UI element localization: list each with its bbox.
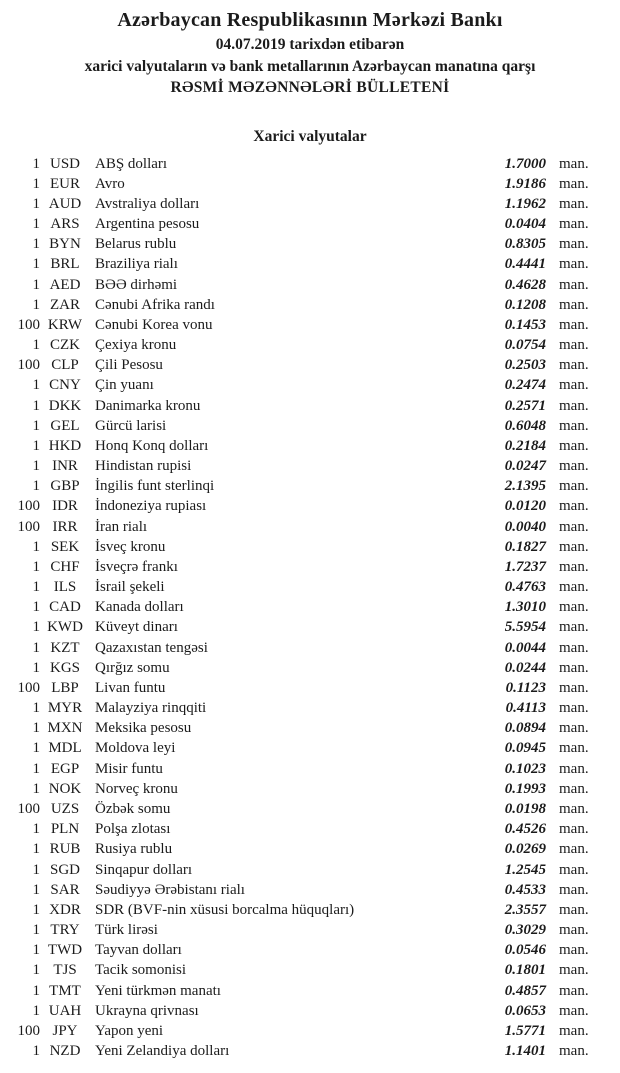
unit-label: man. [559, 720, 589, 737]
currency-row [0, 839, 620, 859]
currency-row [0, 759, 620, 779]
currency-code: SEK [50, 538, 80, 555]
currency-quantity: 1 [32, 942, 40, 959]
unit-label: man. [559, 881, 589, 898]
currency-quantity: 1 [32, 296, 40, 313]
currency-row [0, 335, 620, 355]
currency-name: Çin yuanı [95, 377, 154, 394]
currency-row [0, 214, 620, 234]
exchange-rate-value: 1.3010 [504, 599, 546, 616]
currency-name: Sinqapur dolları [95, 861, 193, 878]
currency-name: Qazaxıstan tengəsi [95, 639, 208, 656]
currency-code: ILS [53, 579, 77, 596]
currency-row [0, 416, 620, 436]
exchange-rate-value: 0.1801 [504, 962, 546, 979]
exchange-rate-value: 0.1123 [505, 679, 546, 696]
currency-name: Yeni türkmən manatı [95, 982, 221, 999]
currency-quantity: 1 [32, 1043, 40, 1060]
currency-row [0, 355, 620, 375]
exchange-rate-value: 2.1395 [504, 478, 546, 495]
exchange-rate-value: 1.2545 [504, 861, 546, 878]
currency-name: Argentina pesosu [95, 216, 200, 233]
unit-label: man. [559, 861, 589, 878]
exchange-rate-value: 0.1208 [504, 296, 546, 313]
currency-name: İndoneziya rupiası [95, 498, 207, 515]
currency-name: Danimarka kronu [95, 397, 201, 414]
currency-name: Çexiya kronu [95, 337, 177, 354]
exchange-rate-value: 0.2503 [504, 357, 546, 374]
unit-label: man. [559, 801, 589, 817]
document-header [0, 7, 620, 99]
currency-row [0, 577, 620, 597]
unit-label: man. [559, 216, 589, 233]
currency-name: İran rialı [95, 518, 148, 535]
effective-date-line: 04.07.2019 tarixdən etibarən [215, 36, 405, 53]
currency-name: Moldova leyi [95, 740, 176, 757]
currency-quantity: 1 [32, 962, 40, 979]
unit-label: man. [559, 316, 589, 333]
currency-quantity: 1 [32, 377, 40, 394]
currency-code: KRW [47, 316, 83, 333]
currency-name: Misir funtu [95, 760, 163, 777]
unit-label: man. [559, 337, 589, 354]
currency-name: Kanada dolları [95, 599, 184, 616]
currency-row [0, 295, 620, 315]
currency-name: Norveç kronu [95, 780, 178, 797]
exchange-rate-value: 0.4857 [504, 982, 546, 999]
currency-code: CLP [51, 357, 79, 374]
currency-quantity: 100 [17, 518, 40, 535]
currency-quantity: 1 [32, 458, 40, 475]
currency-name: Cənubi Korea vonu [95, 316, 213, 333]
currency-row [0, 678, 620, 698]
currency-code: SAR [50, 881, 80, 898]
unit-label: man. [559, 579, 589, 596]
currency-quantity: 1 [32, 579, 40, 596]
unit-label: man. [559, 397, 589, 414]
exchange-rate-value: 0.1827 [504, 538, 546, 555]
unit-label: man. [559, 538, 589, 555]
exchange-rate-value: 0.4526 [504, 821, 546, 838]
currency-code: MDL [48, 740, 82, 757]
exchange-rate-value: 0.0244 [504, 659, 546, 676]
unit-label: man. [559, 700, 589, 717]
exchange-rate-value: 0.4113 [505, 700, 546, 717]
currency-quantity: 1 [32, 619, 40, 636]
currency-quantity: 1 [32, 659, 40, 676]
currency-quantity: 100 [17, 498, 40, 515]
unit-label: man. [559, 276, 589, 293]
unit-label: man. [559, 256, 589, 273]
currency-quantity: 1 [32, 337, 40, 354]
currency-quantity: 1 [32, 780, 40, 797]
currency-code: RUB [49, 841, 81, 858]
unit-label: man. [559, 982, 589, 999]
currency-row [0, 981, 620, 1001]
exchange-rate-value: 0.0945 [504, 740, 546, 757]
currency-row [0, 436, 620, 456]
currency-row [0, 234, 620, 254]
currency-quantity: 1 [32, 478, 40, 495]
currency-name: Ukrayna qrivnası [95, 1002, 199, 1019]
exchange-rate-value: 2.3557 [504, 901, 546, 918]
currency-name: Yeni Zelandiya dolları [95, 1043, 230, 1060]
unit-label: man. [559, 417, 589, 434]
unit-label: man. [559, 478, 589, 495]
currency-code: EGP [50, 760, 80, 777]
currency-quantity: 1 [32, 538, 40, 555]
currency-code: TMT [49, 982, 81, 999]
exchange-rate-value: 0.0653 [504, 1002, 546, 1019]
currency-quantity: 1 [32, 982, 40, 999]
currency-quantity: 100 [17, 1022, 40, 1039]
currency-row [0, 315, 620, 335]
unit-label: man. [559, 922, 589, 939]
currency-quantity: 1 [32, 881, 40, 898]
currency-name: Meksika pesosu [95, 720, 192, 737]
exchange-rate-value: 1.5771 [504, 1022, 546, 1039]
currency-quantity: 1 [32, 922, 40, 939]
currency-code: IRR [52, 518, 78, 535]
currency-quantity: 1 [32, 437, 40, 454]
currency-name: Özbək somu [95, 801, 171, 817]
exchange-rate-value: 0.0404 [504, 216, 546, 233]
currency-quantity: 1 [32, 155, 40, 172]
exchange-rate-value: 0.1023 [504, 760, 546, 777]
currency-quantity: 1 [32, 821, 40, 838]
currency-code: BYN [49, 236, 81, 253]
currency-name: Tayvan dolları [95, 942, 182, 959]
currency-code: MYR [47, 700, 83, 717]
currency-code: NZD [49, 1043, 81, 1060]
currency-code: EUR [50, 175, 80, 192]
currency-name: Polşa zlotası [95, 821, 171, 838]
currency-row [0, 456, 620, 476]
currency-row [0, 194, 620, 214]
exchange-rate-value: 0.0040 [504, 518, 546, 535]
currency-row [0, 638, 620, 658]
currency-code: CHF [50, 558, 80, 575]
currency-quantity: 1 [32, 195, 40, 212]
subject-line: xarici valyutaların və bank metallarının Azərbaycan manatına qarşı [84, 57, 536, 75]
currency-code: SGD [49, 861, 80, 878]
currency-code: IDR [52, 498, 78, 515]
unit-label: man. [559, 942, 589, 959]
exchange-rate-value: 0.1453 [504, 316, 546, 333]
exchange-rate-value: 1.1962 [504, 195, 546, 212]
unit-label: man. [559, 296, 589, 313]
currency-code: ARS [50, 216, 80, 233]
currency-name: Avro [95, 175, 125, 192]
bulletin-title: RƏSMİ MƏZƏNNƏLƏRİ BÜLLETENİ [170, 79, 450, 96]
currency-quantity: 1 [32, 397, 40, 414]
currency-code: CZK [50, 337, 80, 354]
currency-row [0, 1021, 620, 1041]
currency-quantity: 100 [17, 316, 40, 333]
unit-label: man. [559, 1022, 589, 1039]
exchange-rate-value: 0.8305 [504, 236, 546, 253]
currency-code: XDR [49, 901, 81, 918]
currency-code: USD [49, 155, 80, 172]
currency-row [0, 1001, 620, 1021]
unit-label: man. [559, 195, 589, 212]
currency-name: Gürcü larisi [95, 417, 167, 434]
unit-label: man. [559, 760, 589, 777]
currency-code: GBP [50, 478, 80, 495]
currency-quantity: 1 [32, 841, 40, 858]
exchange-rate-value: 1.7000 [504, 155, 546, 172]
currency-row [0, 254, 620, 274]
exchange-rate-value: 0.6048 [504, 417, 546, 434]
exchange-rate-table [0, 154, 620, 1062]
exchange-rate-value: 0.0269 [504, 841, 546, 858]
currency-quantity: 1 [32, 861, 40, 878]
section-title-foreign-currencies: Xarici valyutalar [253, 127, 367, 145]
currency-row [0, 517, 620, 537]
currency-name: Avstraliya dolları [95, 195, 200, 212]
currency-code: KZT [50, 639, 80, 656]
currency-name: Çili Pesosu [95, 357, 163, 374]
currency-name: Tacik somonisi [95, 962, 187, 979]
currency-row [0, 275, 620, 295]
exchange-rate-value: 0.0754 [504, 337, 546, 354]
currency-name: ABŞ dolları [95, 155, 168, 172]
currency-quantity: 1 [32, 720, 40, 737]
currency-quantity: 1 [32, 417, 40, 434]
unit-label: man. [559, 236, 589, 253]
exchange-rate-value: 0.0120 [504, 498, 546, 515]
currency-row [0, 799, 620, 819]
currency-code: INR [52, 458, 78, 475]
unit-label: man. [559, 619, 589, 636]
currency-quantity: 1 [32, 639, 40, 656]
currency-code: UAH [48, 1002, 82, 1019]
exchange-rate-value: 0.3029 [504, 922, 546, 939]
unit-label: man. [559, 821, 589, 838]
currency-code: KWD [47, 619, 83, 636]
currency-row [0, 658, 620, 678]
currency-quantity: 1 [32, 558, 40, 575]
currency-quantity: 1 [32, 276, 40, 293]
currency-row [0, 375, 620, 395]
unit-label: man. [559, 740, 589, 757]
unit-label: man. [559, 780, 589, 797]
exchange-rate-value: 0.0198 [504, 801, 546, 817]
currency-name: Braziliya rialı [95, 256, 178, 273]
unit-label: man. [559, 175, 589, 192]
currency-quantity: 1 [32, 740, 40, 757]
currency-name: Honq Konq dolları [95, 437, 209, 454]
unit-label: man. [559, 1043, 589, 1060]
currency-code: MXN [47, 720, 83, 737]
currency-row [0, 960, 620, 980]
exchange-rate-value: 0.0894 [504, 720, 546, 737]
currency-row [0, 154, 620, 174]
currency-row [0, 819, 620, 839]
currency-quantity: 1 [32, 760, 40, 777]
unit-label: man. [559, 437, 589, 454]
currency-row [0, 920, 620, 940]
unit-label: man. [559, 357, 589, 374]
currency-name: SDR (BVF-nin xüsusi borcalma hüquqları) [95, 901, 355, 918]
exchange-rate-value: 0.4628 [504, 276, 546, 293]
unit-label: man. [559, 659, 589, 676]
unit-label: man. [559, 599, 589, 616]
currency-name: Küveyt dinarı [95, 619, 178, 636]
currency-row [0, 396, 620, 416]
currency-name: İsrail şekeli [95, 579, 165, 596]
currency-code: PLN [50, 821, 80, 838]
unit-label: man. [559, 841, 589, 858]
currency-code: TRY [50, 922, 80, 939]
exchange-rate-value: 0.4441 [504, 256, 546, 273]
currency-row [0, 860, 620, 880]
currency-row [0, 880, 620, 900]
currency-quantity: 1 [32, 700, 40, 717]
unit-label: man. [559, 558, 589, 575]
exchange-rate-value: 1.7237 [504, 558, 546, 575]
currency-quantity: 100 [17, 801, 40, 817]
currency-quantity: 1 [32, 216, 40, 233]
exchange-rate-value: 0.2184 [504, 437, 546, 454]
currency-code: JPY [52, 1022, 78, 1039]
currency-row [0, 1041, 620, 1061]
currency-code: TJS [53, 962, 77, 979]
currency-quantity: 1 [32, 599, 40, 616]
unit-label: man. [559, 901, 589, 918]
currency-name: BƏƏ dirhəmi [95, 276, 178, 293]
currency-code: NOK [48, 780, 82, 797]
currency-name: İsveç kronu [95, 538, 166, 555]
currency-code: HKD [48, 437, 82, 454]
currency-name: Yapon yeni [95, 1022, 164, 1039]
exchange-rate-value: 1.1401 [504, 1043, 546, 1060]
currency-code: CNY [49, 377, 81, 394]
exchange-rate-value: 0.0247 [504, 458, 546, 475]
unit-label: man. [559, 962, 589, 979]
currency-code: LBP [51, 679, 79, 696]
currency-code: AED [49, 276, 81, 293]
exchange-rate-value: 5.5954 [504, 619, 546, 636]
currency-row [0, 496, 620, 516]
currency-row [0, 617, 620, 637]
exchange-rate-value: 0.1993 [504, 780, 546, 797]
currency-code: KGS [49, 659, 80, 676]
currency-quantity: 100 [17, 679, 40, 696]
currency-quantity: 1 [32, 256, 40, 273]
currency-row [0, 174, 620, 194]
unit-label: man. [559, 498, 589, 515]
currency-name: Rusiya rublu [95, 841, 173, 858]
currency-name: Livan funtu [95, 679, 166, 696]
currency-name: İngilis funt sterlinqi [95, 478, 215, 495]
currency-quantity: 1 [32, 236, 40, 253]
exchange-rate-value: 1.9186 [504, 175, 546, 192]
bank-name-title: Azərbaycan Respublikasının Mərkəzi Bankı [117, 9, 503, 31]
currency-name: Qırğız somu [95, 659, 170, 676]
currency-code: TWD [47, 942, 83, 959]
currency-row [0, 476, 620, 496]
currency-quantity: 1 [32, 1002, 40, 1019]
currency-name: İsveçrə frankı [95, 558, 178, 575]
currency-name: Türk lirəsi [95, 922, 158, 939]
currency-code: AUD [48, 195, 82, 212]
currency-code: ZAR [50, 296, 80, 313]
exchange-rate-value: 0.4763 [504, 579, 546, 596]
currency-row [0, 698, 620, 718]
unit-label: man. [559, 155, 589, 172]
currency-row [0, 940, 620, 960]
exchange-rate-value: 0.0044 [504, 639, 546, 656]
unit-label: man. [559, 377, 589, 394]
currency-name: Hindistan rupisi [95, 458, 192, 475]
exchange-rate-value: 0.2474 [504, 377, 546, 394]
currency-code: UZS [50, 801, 80, 817]
currency-row [0, 900, 620, 920]
currency-row [0, 718, 620, 738]
currency-row [0, 738, 620, 758]
currency-quantity: 1 [32, 901, 40, 918]
exchange-rate-value: 0.4533 [504, 881, 546, 898]
currency-row [0, 557, 620, 577]
currency-row [0, 537, 620, 557]
unit-label: man. [559, 518, 589, 535]
currency-name: Cənubi Afrika randı [95, 296, 215, 313]
exchange-rate-value: 0.2571 [504, 397, 546, 414]
unit-label: man. [559, 639, 589, 656]
currency-row [0, 779, 620, 799]
unit-label: man. [559, 679, 589, 696]
currency-name: Səudiyyə Ərəbistanı rialı [95, 881, 245, 898]
currency-code: DKK [48, 397, 82, 414]
unit-label: man. [559, 458, 589, 475]
currency-code: CAD [49, 599, 81, 616]
unit-label: man. [559, 1002, 589, 1019]
currency-code: GEL [50, 417, 80, 434]
currency-quantity: 100 [17, 357, 40, 374]
currency-name: Malayziya rinqqiti [95, 700, 207, 717]
currency-code: BRL [50, 256, 80, 273]
currency-quantity: 1 [32, 175, 40, 192]
exchange-rate-value: 0.0546 [504, 942, 546, 959]
currency-name: Belarus rublu [95, 236, 177, 253]
currency-row [0, 597, 620, 617]
